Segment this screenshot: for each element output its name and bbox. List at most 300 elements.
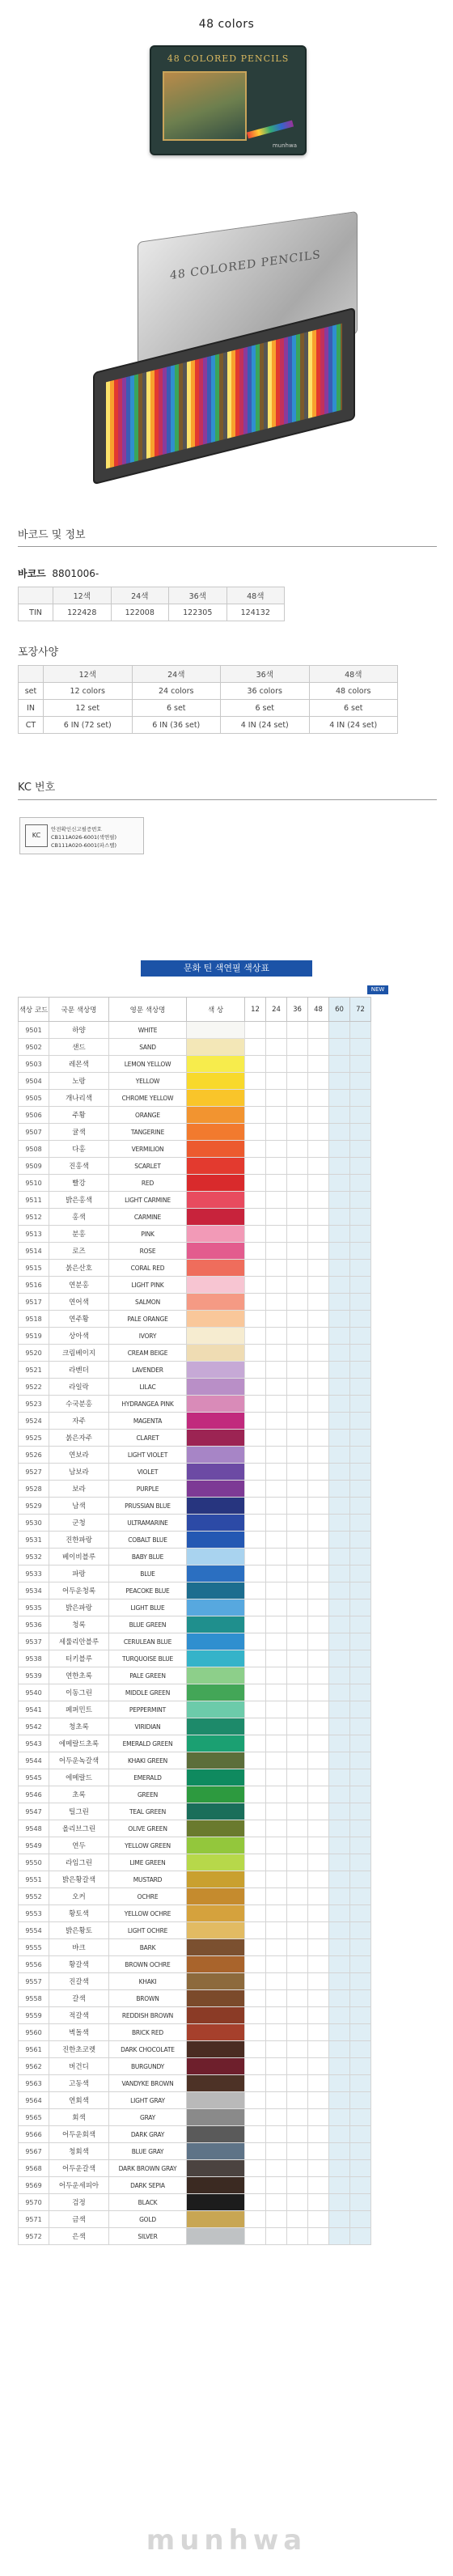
color-korean-name: 진한파랑 [49, 1532, 109, 1549]
color-code: 9539 [19, 1667, 49, 1684]
color-korean-name: 페퍼민트 [49, 1701, 109, 1718]
color-english-name: DARK SEPIA [109, 2177, 187, 2194]
color-row [19, 1175, 371, 1192]
color-row [19, 1260, 371, 1277]
set-membership-cell [308, 1633, 329, 1650]
set-membership-cell [308, 1464, 329, 1481]
set-membership-cell [308, 1701, 329, 1718]
set-membership-cell [350, 1379, 371, 1396]
set-membership-cell [308, 1447, 329, 1464]
set-membership-cell [287, 1022, 308, 1039]
set-membership-cell [350, 2007, 371, 2024]
color-swatch [187, 1582, 245, 1599]
color-row [19, 1277, 371, 1294]
set-membership-cell [350, 1022, 371, 1039]
set-membership-cell [245, 1090, 266, 1107]
set-membership-cell [329, 1209, 350, 1226]
color-code: 9521 [19, 1362, 49, 1379]
color-row [19, 1905, 371, 1922]
color-code: 9552 [19, 1888, 49, 1905]
color-english-name: GREEN [109, 1786, 187, 1803]
color-swatch [187, 1718, 245, 1735]
color-row [19, 1871, 371, 1888]
set-membership-cell [308, 1837, 329, 1854]
color-swatch [187, 2126, 245, 2143]
color-swatch [187, 2177, 245, 2194]
set-membership-cell [350, 2228, 371, 2245]
set-membership-cell [287, 1447, 308, 1464]
color-row [19, 1107, 371, 1124]
color-swatch [187, 2211, 245, 2228]
color-english-name: BRICK RED [109, 2024, 187, 2041]
set-membership-cell [329, 2177, 350, 2194]
set-membership-cell [308, 1990, 329, 2007]
set-membership-cell [287, 1752, 308, 1769]
set-membership-cell [308, 2109, 329, 2126]
color-english-name: SILVER [109, 2228, 187, 2245]
set-membership-cell [287, 1566, 308, 1582]
tin-brand: munhwa [272, 142, 297, 149]
color-english-name: PALE ORANGE [109, 1311, 187, 1328]
set-membership-cell [329, 1616, 350, 1633]
set-membership-cell [350, 2143, 371, 2160]
color-korean-name: 빨강 [49, 1175, 109, 1192]
packaging-cell: 24 colors [132, 683, 221, 700]
set-membership-cell [245, 1073, 266, 1090]
set-membership-cell [308, 1039, 329, 1056]
color-code: 9556 [19, 1956, 49, 1973]
set-membership-cell [287, 2007, 308, 2024]
set-membership-cell [308, 1124, 329, 1141]
set-membership-cell [245, 2058, 266, 2075]
set-membership-cell [287, 1311, 308, 1328]
set-membership-cell [266, 2092, 287, 2109]
set-membership-cell [266, 1430, 287, 1447]
set-membership-cell [266, 1752, 287, 1769]
color-swatch [187, 1667, 245, 1684]
set-membership-cell [350, 2109, 371, 2126]
page-title: 48 colors [198, 18, 255, 31]
set-membership-cell [245, 1752, 266, 1769]
color-english-name: CARMINE [109, 1209, 187, 1226]
set-membership-cell [329, 1990, 350, 2007]
set-membership-cell [350, 1549, 371, 1566]
set-membership-cell [329, 1905, 350, 1922]
color-code: 9554 [19, 1922, 49, 1939]
color-row [19, 2041, 371, 2058]
color-english-name: EMERALD GREEN [109, 1735, 187, 1752]
color-swatch [187, 1498, 245, 1515]
set-membership-cell [245, 1650, 266, 1667]
set-membership-cell [245, 2211, 266, 2228]
set-membership-cell [350, 1905, 371, 1922]
color-swatch [187, 1175, 245, 1192]
color-korean-name: 상아색 [49, 1328, 109, 1345]
color-code: 9508 [19, 1141, 49, 1158]
color-english-name: KHAKI GREEN [109, 1752, 187, 1769]
set-membership-cell [329, 1311, 350, 1328]
color-code: 9557 [19, 1973, 49, 1990]
set-membership-cell [287, 1871, 308, 1888]
barcode-value: 122008 [111, 604, 169, 621]
set-membership-cell [329, 1430, 350, 1447]
set-membership-cell [287, 1090, 308, 1107]
set-membership-cell [329, 1158, 350, 1175]
color-english-name: PEPPERMINT [109, 1701, 187, 1718]
color-code: 9543 [19, 1735, 49, 1752]
set-membership-cell [350, 1786, 371, 1803]
color-swatch [187, 1854, 245, 1871]
color-code: 9535 [19, 1599, 49, 1616]
color-korean-name: 청록 [49, 1616, 109, 1633]
set-membership-cell [308, 1481, 329, 1498]
set-membership-cell [308, 1379, 329, 1396]
set-membership-cell [329, 1582, 350, 1599]
set-membership-cell [329, 1599, 350, 1616]
color-swatch [187, 1549, 245, 1566]
set-membership-cell [350, 2058, 371, 2075]
set-membership-cell [308, 1141, 329, 1158]
set-membership-cell [287, 2058, 308, 2075]
color-korean-name: 연두 [49, 1837, 109, 1854]
set-membership-cell [308, 1888, 329, 1905]
set-membership-cell [245, 1922, 266, 1939]
color-korean-name: 벽돌색 [49, 2024, 109, 2041]
set-membership-cell [266, 1243, 287, 1260]
set-membership-cell [350, 1515, 371, 1532]
lid-label: 48 COLORED PENCILS [170, 248, 321, 283]
set-membership-cell [245, 1277, 266, 1294]
color-korean-name: 어두운녹갈색 [49, 1752, 109, 1769]
set-membership-cell [350, 1090, 371, 1107]
color-english-name: BROWN OCHRE [109, 1956, 187, 1973]
color-english-name: HYDRANGEA PINK [109, 1396, 187, 1413]
set-membership-cell [266, 1277, 287, 1294]
color-english-name: MAGENTA [109, 1413, 187, 1430]
set-membership-cell [287, 2143, 308, 2160]
color-row [19, 2007, 371, 2024]
color-row [19, 2143, 371, 2160]
color-korean-name: 크림베이지 [49, 1345, 109, 1362]
color-code: 9553 [19, 1905, 49, 1922]
color-code: 9572 [19, 2228, 49, 2245]
set-membership-cell [266, 1311, 287, 1328]
color-row [19, 1566, 371, 1582]
set-membership-cell [287, 1684, 308, 1701]
color-korean-name: 다홍 [49, 1141, 109, 1158]
set-membership-cell [245, 2160, 266, 2177]
color-code: 9523 [19, 1396, 49, 1413]
barcode-prefix: 8801006- [52, 568, 99, 579]
color-korean-name: 금색 [49, 2211, 109, 2228]
color-row [19, 1464, 371, 1481]
color-row [19, 1481, 371, 1498]
color-english-name: EMERALD [109, 1769, 187, 1786]
set-membership-cell [287, 1973, 308, 1990]
set-membership-cell [350, 1990, 371, 2007]
set-membership-cell [287, 1396, 308, 1413]
color-english-name: DARK BROWN GRAY [109, 2160, 187, 2177]
set-membership-cell [266, 1549, 287, 1566]
set-membership-cell [266, 1328, 287, 1345]
color-swatch [187, 1769, 245, 1786]
set-membership-cell [350, 2177, 371, 2194]
set-membership-cell [350, 2075, 371, 2092]
color-english-name: BLUE GRAY [109, 2143, 187, 2160]
color-swatch [187, 1209, 245, 1226]
set-membership-cell [245, 1599, 266, 1616]
set-membership-cell [266, 1599, 287, 1616]
header-set-36: 36 [287, 998, 308, 1022]
color-korean-name: 청초록 [49, 1718, 109, 1735]
color-row [19, 1158, 371, 1175]
set-membership-cell [287, 1599, 308, 1616]
set-membership-cell [287, 1107, 308, 1124]
set-membership-cell [266, 1260, 287, 1277]
barcode-value: 124132 [226, 604, 285, 621]
color-english-name: KHAKI [109, 1973, 187, 1990]
header-set-60: 60 [329, 998, 350, 1022]
set-membership-cell [287, 1498, 308, 1515]
color-swatch [187, 1447, 245, 1464]
kc-line: CB111A020-6001(파스텔) [51, 842, 117, 849]
set-membership-cell [266, 2177, 287, 2194]
set-membership-cell [350, 1566, 371, 1582]
set-membership-cell [329, 1820, 350, 1837]
color-code: 9571 [19, 2211, 49, 2228]
set-membership-cell [245, 1854, 266, 1871]
set-membership-cell [287, 2126, 308, 2143]
barcode-label-text: 바코드 [18, 568, 46, 579]
set-membership-cell [329, 2126, 350, 2143]
color-english-name: IVORY [109, 1328, 187, 1345]
set-membership-cell [308, 1752, 329, 1769]
set-membership-cell [308, 1871, 329, 1888]
set-membership-cell [287, 1277, 308, 1294]
color-code: 9536 [19, 1616, 49, 1633]
color-row [19, 1820, 371, 1837]
set-membership-cell [308, 2143, 329, 2160]
color-swatch [187, 1464, 245, 1481]
color-row [19, 1124, 371, 1141]
set-membership-cell [245, 1837, 266, 1854]
set-membership-cell [287, 1362, 308, 1379]
color-swatch [187, 1956, 245, 1973]
color-swatch [187, 1379, 245, 1396]
barcode-section-title: 바코드 및 정보 [18, 529, 86, 541]
set-membership-cell [329, 2211, 350, 2228]
set-membership-cell [266, 1701, 287, 1718]
set-membership-cell [329, 1022, 350, 1039]
set-membership-cell [329, 1786, 350, 1803]
set-membership-cell [287, 1260, 308, 1277]
color-row [19, 1939, 371, 1956]
set-membership-cell [266, 2194, 287, 2211]
color-code: 9527 [19, 1464, 49, 1481]
set-membership-cell [245, 2228, 266, 2245]
color-code: 9514 [19, 1243, 49, 1260]
color-swatch [187, 1905, 245, 1922]
color-swatch [187, 1226, 245, 1243]
packaging-header: 12색 [44, 666, 133, 683]
color-english-name: YELLOW [109, 1073, 187, 1090]
color-english-name: PRUSSIAN BLUE [109, 1498, 187, 1515]
set-membership-cell [245, 2194, 266, 2211]
color-code: 9531 [19, 1532, 49, 1549]
color-code: 9568 [19, 2160, 49, 2177]
set-membership-cell [287, 1158, 308, 1175]
color-korean-name: 밝은파랑 [49, 1599, 109, 1616]
set-membership-cell [287, 1192, 308, 1209]
set-membership-cell [308, 1073, 329, 1090]
packaging-cell: 12 colors [44, 683, 133, 700]
color-row [19, 2109, 371, 2126]
set-membership-cell [350, 2092, 371, 2109]
set-membership-cell [287, 2041, 308, 2058]
color-english-name: BLUE [109, 1566, 187, 1582]
set-membership-cell [287, 1039, 308, 1056]
set-membership-cell [266, 1396, 287, 1413]
color-row [19, 1243, 371, 1260]
set-membership-cell [350, 1633, 371, 1650]
set-membership-cell [245, 1973, 266, 1990]
color-english-name: VIRIDIAN [109, 1718, 187, 1735]
color-korean-name: 고동색 [49, 2075, 109, 2092]
set-membership-cell [245, 2075, 266, 2092]
color-english-name: REDDISH BROWN [109, 2007, 187, 2024]
set-membership-cell [266, 1718, 287, 1735]
set-membership-cell [245, 1566, 266, 1582]
color-english-name: LIGHT VIOLET [109, 1447, 187, 1464]
color-row [19, 1616, 371, 1633]
set-membership-cell [329, 1260, 350, 1277]
set-membership-cell [266, 2109, 287, 2126]
color-korean-name: 검정 [49, 2194, 109, 2211]
color-swatch [187, 1124, 245, 1141]
color-row [19, 1073, 371, 1090]
set-membership-cell [329, 2007, 350, 2024]
set-membership-cell [266, 1379, 287, 1396]
color-code: 9559 [19, 2007, 49, 2024]
set-membership-cell [329, 1175, 350, 1192]
color-korean-name: 라임그린 [49, 1854, 109, 1871]
set-membership-cell [287, 1820, 308, 1837]
color-english-name: DARK CHOCOLATE [109, 2041, 187, 2058]
color-korean-name: 초록 [49, 1786, 109, 1803]
color-row [19, 1226, 371, 1243]
set-membership-cell [308, 1667, 329, 1684]
color-english-name: SAND [109, 1039, 187, 1056]
color-row [19, 2228, 371, 2245]
color-english-name: BLACK [109, 2194, 187, 2211]
set-membership-cell [245, 2092, 266, 2109]
color-row [19, 1532, 371, 1549]
set-membership-cell [350, 1650, 371, 1667]
set-membership-cell [266, 2024, 287, 2041]
set-membership-cell [350, 1039, 371, 1056]
set-membership-cell [245, 1786, 266, 1803]
color-code: 9516 [19, 1277, 49, 1294]
set-membership-cell [329, 1769, 350, 1786]
color-row [19, 1752, 371, 1769]
color-english-name: OCHRE [109, 1888, 187, 1905]
set-membership-cell [287, 1939, 308, 1956]
kc-line: CB111A026-6001(색연필) [51, 834, 117, 841]
set-membership-cell [245, 1498, 266, 1515]
color-english-name: ROSE [109, 1243, 187, 1260]
color-korean-name: 로즈 [49, 1243, 109, 1260]
set-membership-cell [329, 1718, 350, 1735]
color-swatch [187, 1328, 245, 1345]
color-korean-name: 진한초코렛 [49, 2041, 109, 2058]
color-swatch [187, 2024, 245, 2041]
header-swatch: 색 상 [187, 998, 245, 1022]
set-membership-cell [329, 2143, 350, 2160]
set-membership-cell [287, 1769, 308, 1786]
set-membership-cell [245, 1769, 266, 1786]
color-row [19, 1379, 371, 1396]
color-english-name: RED [109, 1175, 187, 1192]
set-membership-cell [266, 2143, 287, 2160]
set-membership-cell [266, 1175, 287, 1192]
set-membership-cell [308, 1566, 329, 1582]
color-row [19, 1430, 371, 1447]
barcode-header: 48색 [226, 587, 285, 604]
set-membership-cell [287, 1956, 308, 1973]
set-membership-cell [329, 1854, 350, 1871]
set-membership-cell [329, 1141, 350, 1158]
set-membership-cell [287, 1073, 308, 1090]
color-row [19, 1294, 371, 1311]
color-korean-name: 황토색 [49, 1905, 109, 1922]
set-membership-cell [245, 1107, 266, 1124]
packaging-row-label: IN [19, 700, 44, 717]
tin-pencils-decoration [247, 121, 294, 139]
set-membership-cell [350, 1226, 371, 1243]
color-row [19, 1549, 371, 1566]
set-membership-cell [350, 1735, 371, 1752]
color-row [19, 2211, 371, 2228]
color-english-name: VERMILION [109, 1141, 187, 1158]
set-membership-cell [266, 1871, 287, 1888]
set-membership-cell [350, 1888, 371, 1905]
set-membership-cell [308, 2092, 329, 2109]
set-membership-cell [287, 1837, 308, 1854]
set-membership-cell [266, 1786, 287, 1803]
color-code: 9544 [19, 1752, 49, 1769]
set-membership-cell [350, 1209, 371, 1226]
set-membership-cell [308, 1939, 329, 1956]
color-code: 9564 [19, 2092, 49, 2109]
set-membership-cell [350, 1362, 371, 1379]
set-membership-cell [329, 1566, 350, 1582]
color-korean-name: 은색 [49, 2228, 109, 2245]
set-membership-cell [329, 1837, 350, 1854]
set-membership-cell [350, 1073, 371, 1090]
set-membership-cell [266, 2041, 287, 2058]
set-membership-cell [350, 1175, 371, 1192]
color-code: 9524 [19, 1413, 49, 1430]
set-membership-cell [266, 2160, 287, 2177]
color-row [19, 1990, 371, 2007]
barcode-value: 122305 [169, 604, 227, 621]
set-membership-cell [329, 1515, 350, 1532]
color-korean-name: 하양 [49, 1022, 109, 1039]
color-row [19, 1192, 371, 1209]
set-membership-cell [266, 1515, 287, 1532]
color-row [19, 1362, 371, 1379]
set-membership-cell [245, 1124, 266, 1141]
